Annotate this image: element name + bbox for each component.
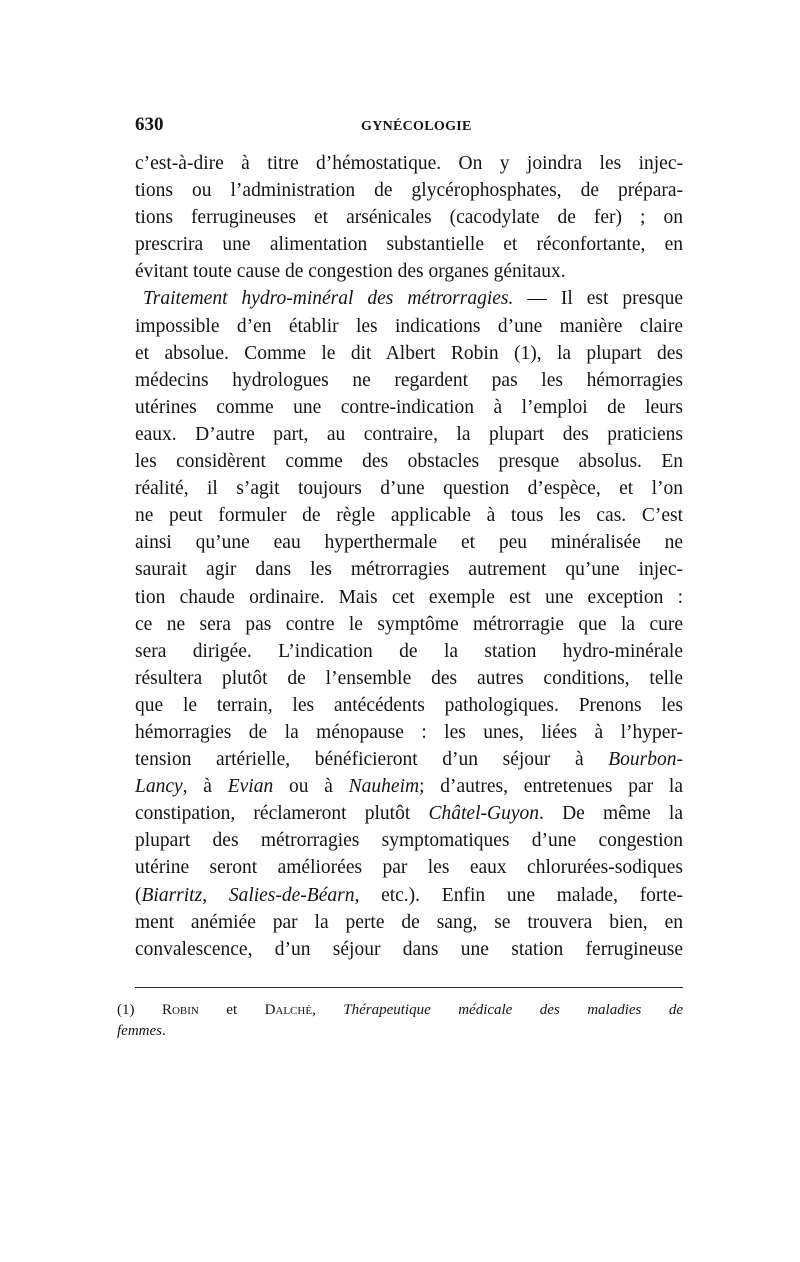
text-segment: — Il est presque [513, 288, 684, 310]
text-line: ne peut formuler de règle applicable à tous les cas. C’est [135, 505, 683, 527]
text-line: ment anémiée par la perte de sang, se trouvera bien, en [135, 911, 683, 933]
text-segment: ou à [273, 776, 349, 798]
text-line: évitant toute cause de congestion des organes génitaux. [135, 261, 566, 283]
page-header [135, 114, 683, 144]
text-segment: ; d’autres, entretenues par la [419, 776, 683, 798]
place-name: Salies-de-Béarn [228, 884, 355, 906]
place-name: Lancy [135, 776, 183, 798]
place-name: Nauheim [348, 776, 420, 798]
text-line: résultera plutôt de l’ensemble des autres conditions, telle [135, 667, 683, 689]
text-line: impossible d’en établir les indications d’une manière claire [135, 315, 683, 337]
footnote-author: Robin [161, 1002, 199, 1018]
text-line: réalité, il s’agit toujours d’une question d’espèce, et l’on [135, 478, 683, 500]
text-line: hémorragies de la ménopause : les unes, liées à l’hyper- [135, 721, 683, 743]
body-text [135, 150, 683, 963]
text-line: saurait agir dans les métrorragies autrement qu’une injec- [135, 559, 683, 581]
text-line [135, 800, 683, 827]
text-line [135, 882, 683, 909]
footnote-line [117, 1000, 683, 1021]
text-line [135, 746, 683, 773]
place-name: Bourbon- [608, 749, 683, 771]
place-name: Châtel-Guyon [428, 803, 539, 825]
text-line: plupart des métrorragies symptomatiques d’une congestion [135, 830, 683, 852]
text-line: prescrira une alimentation substantielle et réconfortante, en [135, 234, 683, 256]
text-line: ainsi qu’une eau hyperthermale et peu minéralisée ne [135, 532, 683, 554]
text-segment: , [202, 884, 229, 906]
section-heading: Traitement hydro-minéral des métrorragies. [143, 288, 514, 310]
text-segment: constipation, réclameront plutôt [135, 803, 429, 825]
text-segment: , etc.). Enfin une malade, forte- [354, 884, 683, 906]
text-segment: . [162, 1023, 166, 1039]
text-line: c’est-à-dire à titre d’hémostatique. On y joindra les injec- [135, 153, 683, 174]
text-line [135, 773, 683, 800]
text-line: que le terrain, les antécédents pathologiques. Prenons les [135, 694, 683, 716]
footnote-marker: (1) [117, 1002, 162, 1018]
text-line: ce ne sera pas contre le symptôme métrorragie que la cure [135, 613, 683, 635]
text-line: tion chaude ordinaire. Mais cet exemple est une exception : [135, 586, 683, 608]
text-segment: tension artérielle, bénéficieront d’un séjour à [135, 749, 609, 771]
footnote-author: Dalché [264, 1002, 313, 1018]
text-line: utérines comme une contre-indication à l’emploi de leurs [135, 396, 683, 418]
footnote [117, 1000, 683, 1042]
text-segment: . De même la [538, 803, 683, 825]
text-line: utérine seront améliorées par les eaux chlorurées-sodiques [135, 857, 683, 879]
text-line-section-heading [135, 285, 683, 312]
text-line: les considèrent comme des obstacles presque absolus. En [135, 451, 683, 473]
footnote-title: Thérapeutique médicale des maladies de [343, 1002, 683, 1018]
text-line: tions ferrugineuses et arsénicales (cacodylate de fer) ; on [135, 207, 683, 229]
text-line: médecins hydrologues ne regardent pas les hémorragies [135, 369, 683, 391]
text-line: tions ou l’administration de glycérophosphates, de prépara- [135, 180, 683, 202]
footnote-title: femmes [117, 1023, 162, 1039]
footnote-divider [135, 987, 683, 988]
place-name: Evian [227, 776, 274, 798]
text-line: eaux. D’autre part, au contraire, la plupart des praticiens [135, 423, 683, 445]
text-line: et absolue. Comme le dit Albert Robin (1), la plupart des [135, 342, 683, 364]
running-head: GYNÉCOLOGIE [361, 119, 472, 134]
text-segment: , à [182, 776, 228, 798]
text-line: convalescence, d’un séjour dans une station ferrugineuse [135, 938, 683, 960]
place-name: Biarritz [141, 884, 203, 906]
text-segment: , [312, 1002, 344, 1018]
page-number: 630 [135, 114, 164, 135]
text-line: sera dirigée. L’indication de la station hydro-minérale [135, 640, 683, 662]
text-segment: et [198, 1002, 265, 1018]
text-segment: ( [135, 884, 142, 906]
footnote-line [117, 1021, 683, 1042]
